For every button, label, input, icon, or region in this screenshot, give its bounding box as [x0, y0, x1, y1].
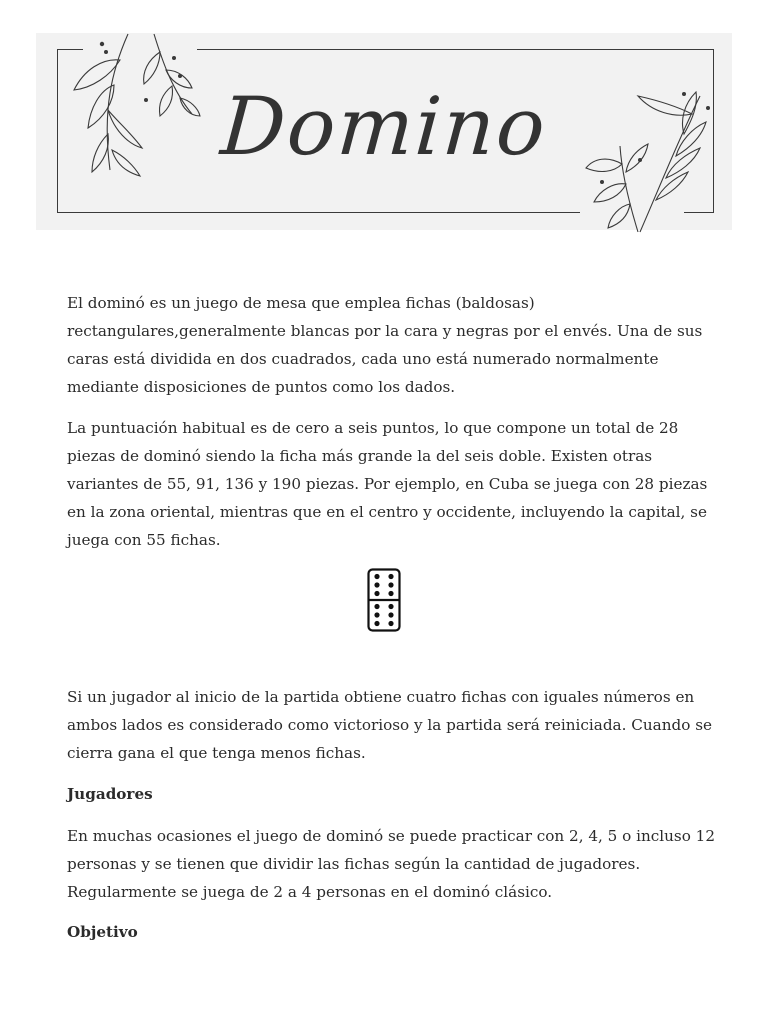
paragraph-scoring: La puntuación habitual es de cero a seis puntos, lo que compone un total de 28 piezas de dominó siendo la ficha más grande la del seis doble. Existen otras variantes de 55, 91, 136 y 190 piezas. Por ejemplo, en Cuba se juega con 28 piezas en la zona oriental, mientras que en el centro y occidente, incluyendo la capital, se juega con 55 fichas.	[67, 419, 708, 549]
heading-players: Jugadores	[67, 785, 153, 803]
domino-tile-icon	[367, 568, 401, 632]
paragraph-victory: Si un jugador al inicio de la partida obtiene cuatro fichas con iguales números en ambos lados es considerado como victorioso y la partida será reiniciada. Cuando se cierra gana el que tenga menos fichas.	[67, 688, 712, 762]
paragraph-intro: El dominó es un juego de mesa que emplea fichas (baldosas) rectangulares,generalmente blancas por la cara y negras por el envés. Una de sus caras está dividida en dos cuadrados, cada uno está numerado normalmente mediante disposiciones de puntos como los dados.	[67, 294, 703, 396]
paragraph-players: En muchas ocasiones el juego de dominó se puede practicar con 2, 4, 5 o incluso 12 personas y se tienen que dividir las fichas según la cantidad de jugadores. Regularmente se juega de 2 a 4 personas en el dominó clásico.	[67, 827, 716, 901]
page-title: Domino	[218, 80, 551, 173]
heading-objective: Objetivo	[67, 923, 138, 941]
